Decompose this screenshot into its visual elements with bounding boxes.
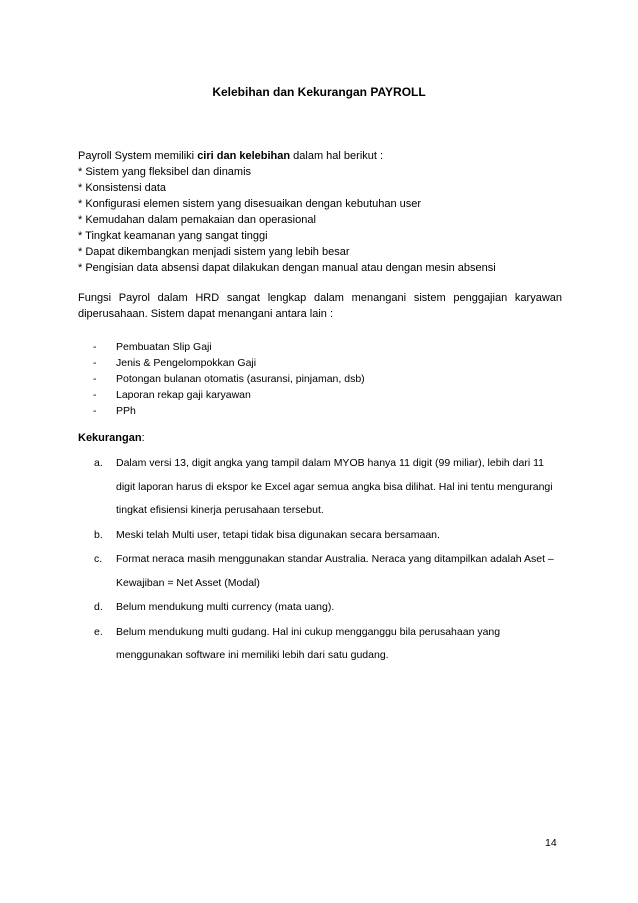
list-item [94,596,566,620]
list-item [93,371,365,387]
list-item-text: Meski telah Multi user, tetapi tidak bisa digunakan secara bersamaan. [116,528,440,541]
fungsi-paragraph: Fungsi Payrol dalam HRD sangat lengkap dalam menangani sistem penggajian karyawan diperusahaan. Sistem dapat menangani antara lain : [78,292,562,320]
list-item [93,339,365,355]
kekurangan-heading [78,430,562,446]
page-number: 14 [545,837,557,849]
list-marker: c. [94,553,103,565]
dash-marker: - [93,405,97,417]
list-item [93,355,365,371]
list-item-text: Format neraca masih menggunakan standar Australia. Neraca yang ditampilkan adalah Aset – Kewajiban = Net Asset (Modal) [116,553,554,589]
intro-line [78,148,562,164]
list-marker: d. [94,601,103,613]
feature-item: * Sistem yang fleksibel dan dinamis [78,166,252,178]
list-marker: e. [94,625,103,638]
dash-marker: - [93,389,97,401]
intro-section [78,148,562,276]
list-item [94,524,566,548]
list-item-text: Potongan bulanan otomatis (asuransi, pinjaman, dsb) [116,373,365,385]
list-item [94,621,566,668]
page-title: Kelebihan dan Kekurangan PAYROLL [212,85,426,99]
dash-marker: - [93,341,97,353]
feature-item: * Tingkat keamanan yang sangat tinggi [78,230,268,242]
list-item [94,452,566,523]
intro-prefix: Payroll System memiliki [78,150,198,162]
feature-item: * Pengisian data absensi dapat dilakukan dengan manual atau dengan mesin absensi [78,262,496,274]
list-item [93,387,365,403]
list-item-text: Belum mendukung multi gudang. Hal ini cukup mengganggu bila perusahaan yang menggunakan software ini memiliki lebih dari satu gudang. [116,625,501,661]
intro-bold: ciri dan kelebihan [197,150,291,162]
dash-marker: - [93,373,97,385]
kekurangan-label: Kekurangan [78,432,142,444]
list-item-text: Pembuatan Slip Gaji [116,341,212,353]
feature-item: * Konsistensi data [78,182,167,194]
feature-item: * Kemudahan dalam pemakaian dan operasional [78,214,316,226]
list-item-text: Laporan rekap gaji karyawan [116,389,251,401]
functions-list [93,339,365,419]
kekurangan-colon: : [141,432,145,444]
list-item [94,548,566,595]
kekurangan-list [94,452,566,669]
list-item-text: Belum mendukung multi currency (mata uang). [116,601,335,613]
list-item-text: Jenis & Pengelompokkan Gaji [116,357,257,369]
list-item-text: PPh [116,405,136,417]
list-item-text: Dalam versi 13, digit angka yang tampil dalam MYOB hanya 11 digit (99 miliar), lebih dari 11 digit laporan harus di ekspor ke Excel agar semua angka bisa dilihat. Hal ini tentu mengurangi tingkat efisiensi kinerja perusahaan tersebut. [116,457,553,516]
list-marker: b. [94,528,103,541]
feature-item: * Dapat dikembangkan menjadi sistem yang lebih besar [78,246,350,258]
dash-marker: - [93,357,97,369]
intro-suffix: dalam hal berikut : [290,150,384,162]
list-item [93,403,365,419]
feature-item: * Konfigurasi elemen sistem yang disesuaikan dengan kebutuhan user [78,198,422,210]
list-marker: a. [94,457,103,469]
